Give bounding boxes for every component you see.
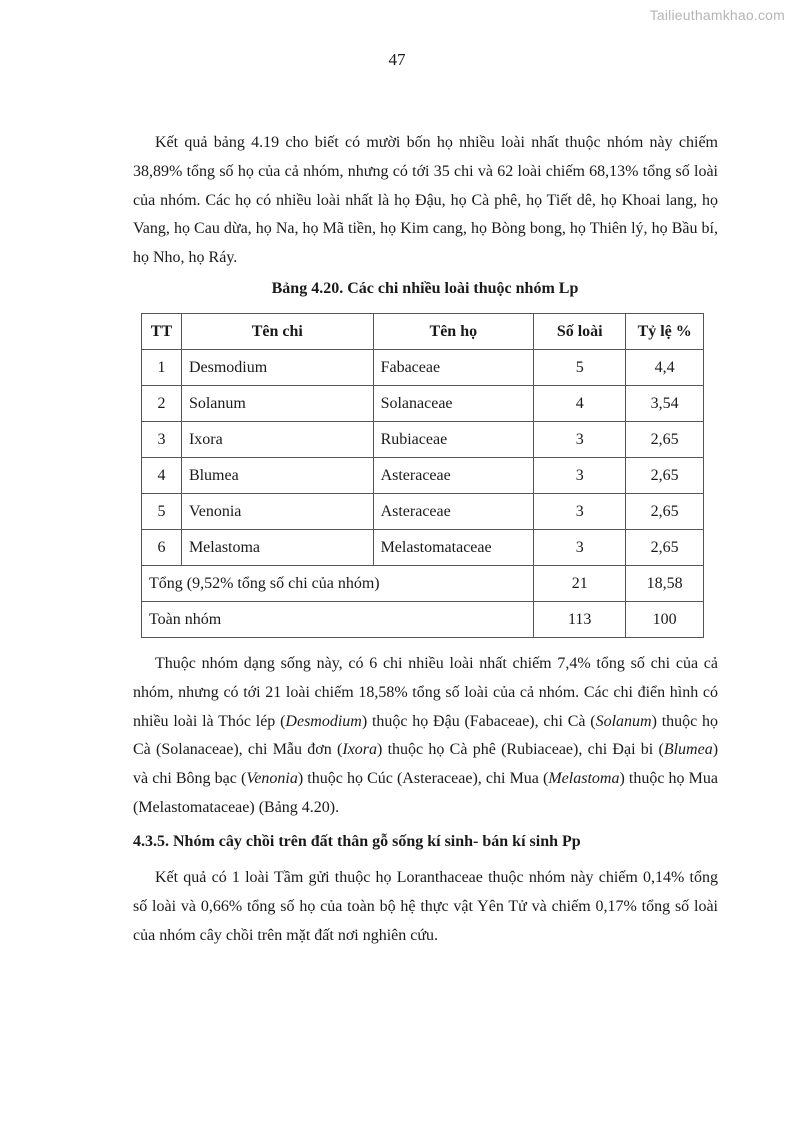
table-header-row	[142, 314, 704, 350]
paragraph-genera	[133, 650, 718, 823]
cell-species: 3	[534, 458, 626, 494]
text-span: Thuộc nhóm dạng sống này, có 6 chi nhiều loài nhất chiếm 7,4% tổng số chi của cả nhóm, nhưng có tới 21 loài chiếm 18,58% tổng số loài của cả nhóm. Các chi điển hình có nhiều loài là Thóc lép (	[133, 655, 718, 730]
cell-ratio: 2,65	[626, 530, 704, 566]
page-number: 47	[388, 50, 406, 69]
genus-name: Solanum	[595, 712, 652, 730]
cell-family: Asteraceae	[373, 458, 534, 494]
cell-species: 4	[534, 386, 626, 422]
cell-tt: 3	[142, 422, 182, 458]
watermark: Tailieuthamkhao.com	[649, 7, 785, 23]
cell-species: 3	[534, 494, 626, 530]
cell-ratio: 2,65	[626, 494, 704, 530]
cell-tt: 4	[142, 458, 182, 494]
genus-name: Melastoma	[548, 770, 620, 788]
cell-family: Rubiaceae	[373, 422, 534, 458]
table-row	[142, 458, 704, 494]
cell-family: Solanaceae	[373, 386, 534, 422]
cell-species: 3	[534, 530, 626, 566]
genus-name: Venonia	[246, 770, 298, 788]
cell-ratio: 2,65	[626, 422, 704, 458]
text-span: ) thuộc họ Cà phê (Rubiaceae), chi Đại bi (	[377, 741, 664, 759]
cell-tt: 6	[142, 530, 182, 566]
cell-family: Melastomataceae	[373, 530, 534, 566]
table-row	[142, 494, 704, 530]
cell-ratio: 4,4	[626, 350, 704, 386]
header-family: Tên họ	[373, 314, 534, 350]
table-row	[142, 350, 704, 386]
text-span: ) và chi Bông bạc (	[133, 741, 719, 788]
text-span: ) thuộc họ Cúc (Asteraceae), chi Mua (	[297, 770, 549, 788]
genus-name: Blumea	[663, 741, 713, 759]
cell-genus: Melastoma	[181, 530, 373, 566]
header-species: Số loài	[534, 314, 626, 350]
genus-table	[141, 313, 704, 638]
table-total-row	[142, 566, 704, 602]
table-group-row	[142, 602, 704, 638]
text-span: ) thuộc họ Đậu (Fabaceae), chi Cà (	[361, 712, 596, 730]
text-span: ) thuộc họ Cà (Solanaceae), chi Mẫu đơn (	[133, 712, 719, 759]
cell-genus: Solanum	[181, 386, 373, 422]
cell-genus: Blumea	[181, 458, 373, 494]
total-ratio: 18,58	[626, 566, 704, 602]
group-label: Toàn nhóm	[142, 602, 534, 638]
text-span: ) thuộc họ Mua (Melastomataceae) (Bảng 4.20).	[133, 770, 719, 816]
cell-genus: Ixora	[181, 422, 373, 458]
group-ratio: 100	[626, 602, 704, 638]
cell-genus: Venonia	[181, 494, 373, 530]
cell-family: Asteraceae	[373, 494, 534, 530]
header-ratio: Tỷ lệ %	[626, 314, 704, 350]
table-row	[142, 530, 704, 566]
cell-ratio: 3,54	[626, 386, 704, 422]
cell-tt: 5	[142, 494, 182, 530]
cell-genus: Desmodium	[181, 350, 373, 386]
total-species: 21	[534, 566, 626, 602]
table-row	[142, 386, 704, 422]
section-heading: 4.3.5. Nhóm cây chồi trên đất thân gỗ sống kí sinh- bán kí sinh Pp	[133, 833, 581, 850]
table-row	[142, 422, 704, 458]
group-species: 113	[534, 602, 626, 638]
cell-tt: 2	[142, 386, 182, 422]
header-tt: TT	[142, 314, 182, 350]
cell-tt: 1	[142, 350, 182, 386]
genus-name: Ixora	[342, 741, 378, 759]
paragraph-parasitic: Kết quả có 1 loài Tầm gửi thuộc họ Loranthaceae thuộc nhóm này chiếm 0,14% tổng số loài và 0,66% tổng số họ của toàn bộ hệ thực vật Yên Tử và chiếm 0,17% tổng số loài của nhóm cây chồi trên mặt đất nơi nghiên cứu.	[133, 869, 718, 944]
cell-species: 3	[534, 422, 626, 458]
header-genus: Tên chi	[181, 314, 373, 350]
paragraph-intro: Kết quả bảng 4.19 cho biết có mười bốn họ nhiều loài nhất thuộc nhóm này chiếm 38,89% tổng số họ của cả nhóm, nhưng có tới 35 chi và 62 loài chiếm 68,13% tổng số loài của nhóm. Các họ có nhiều loài nhất là họ Đậu, họ Cà phê, họ Tiết dê, họ Khoai lang, họ Vang, họ Cau dừa, họ Na, họ Mã tiền, họ Kim cang, họ Bòng bong, họ Thiên lý, họ Bầu bí, họ Nho, họ Ráy.	[133, 134, 718, 267]
genus-name: Desmodium	[285, 712, 362, 730]
total-label: Tổng (9,52% tổng số chi của nhóm)	[142, 566, 534, 602]
cell-ratio: 2,65	[626, 458, 704, 494]
cell-species: 5	[534, 350, 626, 386]
table-caption: Bảng 4.20. Các chi nhiều loài thuộc nhóm Lp	[271, 280, 579, 297]
cell-family: Fabaceae	[373, 350, 534, 386]
